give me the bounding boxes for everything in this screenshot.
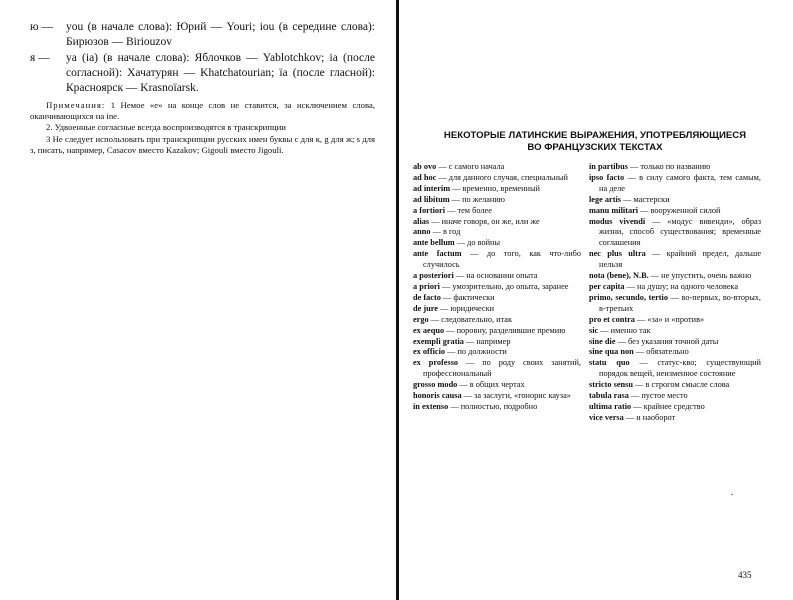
latin-term: stricto sensu	[589, 380, 634, 390]
term-meaning: — пустое место	[630, 391, 688, 401]
latin-expression-entry	[413, 347, 581, 358]
latin-term: grosso modo	[413, 380, 458, 390]
latin-expression-entry	[589, 413, 761, 424]
term-meaning: — до того, как что-либо случилось	[423, 249, 581, 270]
latin-expression-entry	[413, 337, 581, 348]
latin-expression-entry	[413, 249, 581, 271]
latin-term: primo, secundo, tertio	[589, 292, 668, 302]
section-title-line-1: НЕКОТОРЫЕ ЛАТИНСКИЕ ВЫРАЖЕНИЯ, УПОТРЕБЛЯЮЩИЕСЯ	[443, 130, 747, 141]
latin-term: ex professo	[413, 358, 459, 368]
latin-term: sine qua non	[589, 347, 634, 357]
latin-expression-entry	[413, 238, 581, 249]
term-meaning: — с самого начала	[438, 162, 505, 171]
latin-term: nec plus ultra	[589, 249, 646, 259]
latin-term: ex officio	[413, 347, 446, 357]
transliteration-row-yu	[30, 20, 375, 50]
latin-expression-entry	[413, 195, 581, 206]
term-meaning: — и наоборот	[625, 412, 676, 422]
latin-expression-entry	[413, 380, 581, 391]
term-meaning: — на основании опыта	[455, 271, 538, 281]
latin-term: alias	[413, 216, 430, 226]
section-title	[430, 130, 760, 153]
latin-term: in extenso	[413, 401, 449, 411]
term-meaning: — в год	[432, 227, 461, 237]
latin-expression-entry	[589, 195, 761, 206]
term-meaning: — юридически	[440, 303, 495, 313]
latin-term: de facto	[413, 292, 441, 302]
transliteration-row-ya	[30, 51, 375, 96]
latin-expression-entry	[413, 304, 581, 315]
term-meaning: — без указания точной даты	[617, 336, 719, 346]
term-meaning: — временно, временный	[452, 183, 540, 193]
term-meaning: — именно так	[600, 325, 651, 335]
latin-term: anno	[413, 227, 431, 237]
term-meaning: — во-первых, во-вторых, в-третьих	[599, 292, 761, 313]
term-meaning: — не упустить, очень важно	[650, 271, 752, 281]
latin-expression-entry	[589, 162, 761, 173]
note-2: 2. Удвоенные согласные всегда воспроизводятся в транскрипции	[46, 122, 286, 133]
term-meaning: — мастерски	[623, 194, 670, 204]
latin-term: exempli gratia	[413, 336, 464, 346]
latin-expression-entry	[589, 293, 761, 315]
latin-term: sine die	[589, 336, 616, 346]
latin-term: de jure	[413, 303, 438, 313]
latin-expression-entry	[589, 337, 761, 348]
latin-term: a priori	[413, 281, 440, 291]
notes-title: Примечания:	[46, 100, 106, 110]
latin-expressions-right-column	[589, 162, 761, 424]
latin-expression-entry	[589, 326, 761, 337]
latin-expression-entry	[589, 347, 761, 358]
latin-term: ante factum	[413, 249, 462, 259]
latin-term: vice versa	[589, 412, 624, 422]
latin-expression-entry	[413, 293, 581, 304]
latin-expression-entry	[413, 184, 581, 195]
latin-term: ergo	[413, 314, 429, 324]
term-meaning: — следовательно, итак	[430, 314, 513, 324]
latin-expression-entry	[413, 391, 581, 402]
latin-term: ex aequo	[413, 325, 445, 335]
latin-term: nota (bene), N.B.	[589, 271, 649, 281]
term-meaning: — статус-кво; существующий порядок вещей, неизменное состояние	[599, 358, 761, 379]
latin-expression-entry	[589, 315, 761, 326]
latin-expression-entry	[413, 217, 581, 228]
term-meaning: — полностью, подробно	[450, 401, 538, 411]
latin-expression-entry	[589, 402, 761, 413]
term-meaning: — по должности	[447, 347, 507, 357]
note-1-text: 1 Немое «е» на конце слов не ставится, за исключением слова, оканчивающихся на ine.	[30, 100, 375, 122]
latin-expression-entry	[413, 326, 581, 337]
latin-term: tabula rasa	[589, 391, 629, 401]
latin-expression-entry	[413, 402, 581, 413]
term-meaning: — на душу; на одного человека	[626, 281, 739, 291]
page-number: 435	[738, 570, 752, 580]
latin-term: a fortiori	[413, 205, 446, 215]
latin-expression-entry	[413, 206, 581, 217]
term-meaning: — в строгом смысле слова	[635, 380, 730, 390]
latin-expression-entry	[589, 282, 761, 293]
latin-term: statu quo	[589, 358, 630, 368]
term-meaning: — «модус вивенди», образ жизни, способ существования; временные соглашения	[599, 216, 761, 248]
term-meaning: — обязательно	[635, 347, 689, 357]
latin-expression-entry	[413, 282, 581, 293]
latin-term: pro et contra	[589, 314, 635, 324]
latin-expression-entry	[589, 380, 761, 391]
stray-mark: .	[731, 487, 734, 497]
latin-term: sic	[589, 325, 599, 335]
transliteration-table	[30, 20, 375, 97]
latin-term: a posteriori	[413, 271, 454, 281]
note-1	[30, 100, 375, 122]
term-meaning: — по желанию	[451, 194, 505, 204]
latin-expression-entry	[589, 206, 761, 217]
term-meaning: — за заслуги, «гонорис кауза»	[463, 391, 571, 401]
latin-expression-entry	[413, 162, 581, 173]
section-title-line-2: ВО ФРАНЦУЗСКИХ ТЕКСТАХ	[527, 141, 663, 153]
term-meaning: — тем более	[447, 205, 492, 215]
transliteration-rule: ya (ia) (в начале слова): Яблочков — Yablotchkov; ia (после согласной): Хачатурян — Khatchatourian; ïa (после гласной): Красноярск — Krasnoïarsk.	[66, 52, 375, 94]
latin-expression-entry	[589, 391, 761, 402]
term-meaning: — «за» и «против»	[637, 314, 705, 324]
term-meaning: — до войны	[456, 238, 501, 248]
latin-term: manu militari	[589, 205, 639, 215]
term-meaning: — например	[466, 336, 511, 346]
term-meaning: — крайнее средство	[633, 401, 705, 411]
latin-expression-entry	[589, 271, 761, 282]
latin-term: per capita	[589, 281, 625, 291]
latin-term: in partibus	[589, 162, 628, 171]
term-meaning: — иначе говоря, он же, или же	[431, 216, 540, 226]
term-meaning: — в общих чертах	[459, 380, 525, 390]
page-divider	[396, 0, 399, 600]
latin-term: honoris causa	[413, 391, 462, 401]
notes-block	[30, 100, 375, 156]
latin-expression-entry	[589, 217, 761, 250]
latin-expression-entry	[413, 315, 581, 326]
term-meaning: — вооруженной силой	[640, 205, 721, 215]
latin-expression-entry	[413, 358, 581, 380]
latin-term: ad hoc	[413, 172, 437, 182]
term-meaning: — в силу самого факта, тем самым, на деле	[599, 172, 761, 193]
latin-term: ipso facto	[589, 172, 625, 182]
note-3: 3 Не следует использовать при транскрипции русских имен буквы c для к, g для ж; s для з, писать, например, Casacov вместо Kazakov; Gigouli вместо Jigouli.	[30, 133, 375, 155]
cyrillic-letter: я —	[30, 52, 50, 64]
latin-term: modus vivendi	[589, 216, 646, 226]
term-meaning: — для данного случая, специальный	[438, 172, 568, 182]
term-meaning: — фактически	[442, 292, 495, 302]
latin-expression-entry	[589, 249, 761, 271]
cyrillic-letter: ю —	[30, 21, 53, 33]
latin-expression-entry	[589, 358, 761, 380]
latin-expressions-left-column	[413, 162, 581, 413]
latin-term: ab ovo	[413, 162, 437, 171]
latin-expression-entry	[413, 271, 581, 282]
latin-term: ad interim	[413, 183, 451, 193]
term-meaning: — крайний предел, дальше нельзя	[599, 249, 761, 270]
term-meaning: — только по названию	[630, 162, 711, 171]
term-meaning: — поровну, разделившие премию	[446, 325, 566, 335]
latin-expression-entry	[589, 173, 761, 195]
latin-expression-entry	[413, 227, 581, 238]
latin-term: lege artis	[589, 194, 622, 204]
latin-expression-entry	[413, 173, 581, 184]
latin-term: ultima ratio	[589, 401, 632, 411]
term-meaning: — умозрительно, до опыта, заранее	[442, 281, 569, 291]
latin-term: ad libitum	[413, 194, 450, 204]
latin-term: ante bellum	[413, 238, 455, 248]
transliteration-rule: you (в начале слова): Юрий — Youri; iou (в середине слова): Бирюзов — Biriouzov	[66, 21, 375, 48]
term-meaning: — по роду своих занятий, профессиональный	[423, 358, 581, 379]
